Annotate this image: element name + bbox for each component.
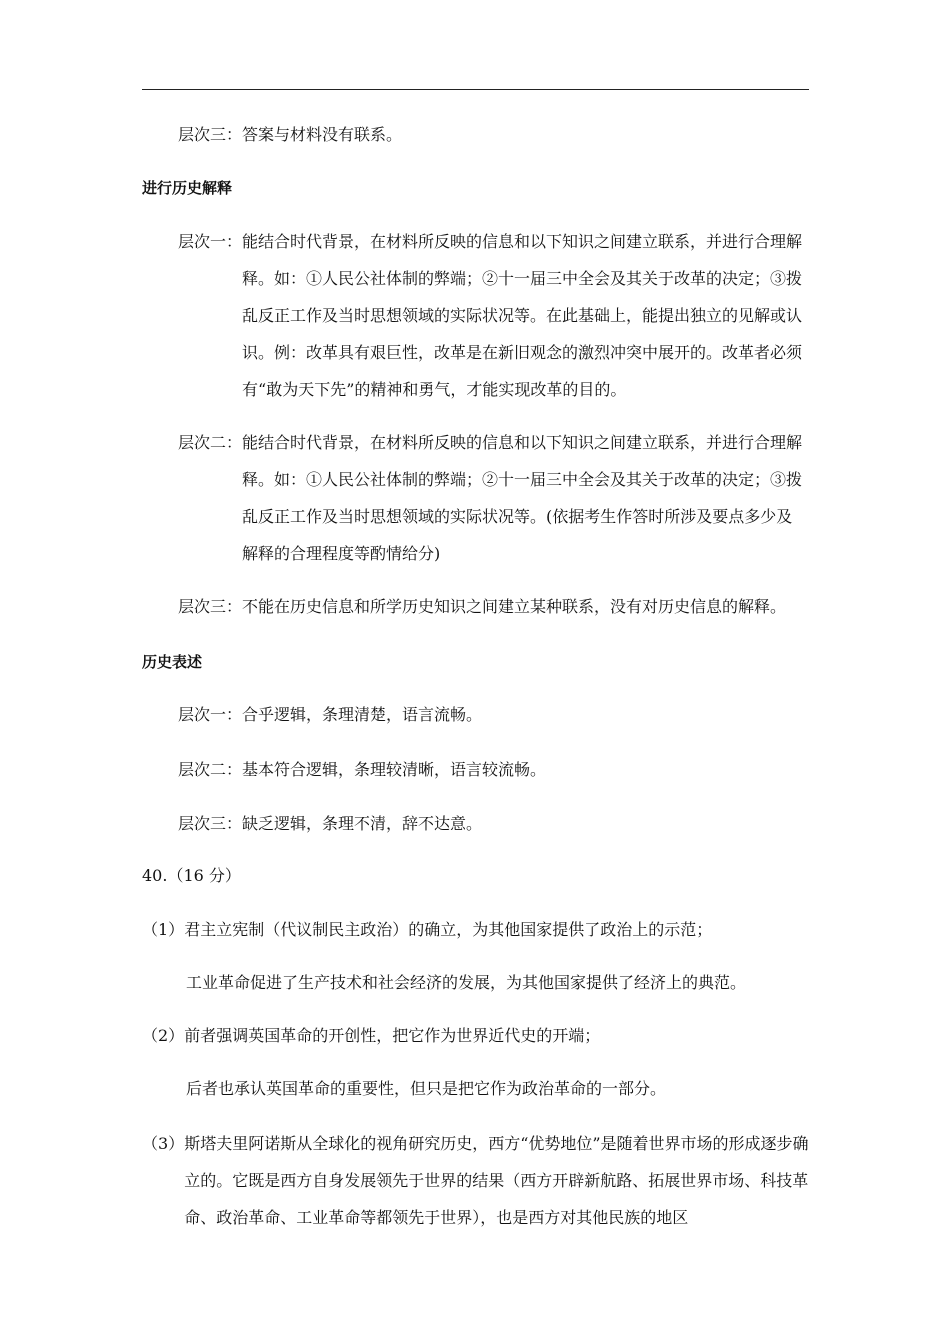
q40-part-1 (142, 920, 712, 940)
q40-part-2-continued: 后者也承认英国革命的重要性，但只是把它作为政治革命的一部分。 (186, 1079, 667, 1098)
q40-part-3 (142, 1125, 822, 1236)
s2-level-3: 层次三：不能在历史信息和所学历史知识之间建立某种联系，没有对历史信息的解释。 (178, 597, 787, 616)
section-title-interpretation: 进行历史解释 (142, 179, 233, 197)
s2-level-2 (178, 424, 818, 572)
s3-level-2: 层次二：基本符合逻辑，条理较清晰，语言较流畅。 (178, 760, 547, 779)
s2-level-1 (178, 223, 818, 408)
level-text: 能结合时代背景，在材料所反映的信息和以下知识之间建立联系，并进行合理解释。如：①人民公社体制的弊端；②十一届三中全会及其关于改革的决定；③拨乱反正工作及当时思想领域的实际状况等。在此基础上，能提出独立的见解或认识。例：改革具有艰巨性，改革是在新旧观念的激烈冲突中展开的。改革者必须有“敢为天下先”的精神和勇气，才能实现改革的目的。 (242, 232, 803, 399)
part-label: （1） (142, 920, 185, 939)
q40-part-2 (142, 1026, 600, 1046)
s1-level-3: 层次三：答案与材料没有联系。 (178, 125, 403, 144)
level-text: 能结合时代背景，在材料所反映的信息和以下知识之间建立联系，并进行合理解释。如：①人民公社体制的弊端；②十一届三中全会及其关于改革的决定；③拨乱反正工作及当时思想领域的实际状况等。(依据考生作答时所涉及要点多少及解释的合理程度等酌情给分) (242, 433, 803, 563)
level-label: 层次二： (178, 433, 243, 452)
part-text: 前者强调英国革命的开创性，把它作为世界近代史的开端； (184, 1026, 601, 1045)
question-40-heading: 40.（16 分） (142, 866, 241, 885)
s3-level-1: 层次一：合乎逻辑，条理清楚，语言流畅。 (178, 705, 483, 724)
level-label: 层次一： (178, 232, 243, 251)
part-label: （3） (142, 1134, 185, 1153)
part-text: 斯塔夫里阿诺斯从全球化的视角研究历史，西方“优势地位”是随着世界市场的形成逐步确立的。它既是西方自身发展领先于世界的结果（西方开辟新航路、拓展世界市场、科技革命、政治革命、工业革命等都领先于世界），也是西方对其他民族的地区 (184, 1134, 809, 1227)
section-title-expression: 历史表述 (142, 653, 203, 671)
q40-part-1-continued: 工业革命促进了生产技术和社会经济的发展，为其他国家提供了经济上的典范。 (186, 973, 747, 992)
part-text: 君主立宪制（代议制民主政治）的确立，为其他国家提供了政治上的示范； (184, 920, 713, 939)
part-label: （2） (142, 1026, 185, 1045)
header-rule (142, 89, 809, 90)
s3-level-3: 层次三：缺乏逻辑，条理不清，辞不达意。 (178, 814, 483, 833)
